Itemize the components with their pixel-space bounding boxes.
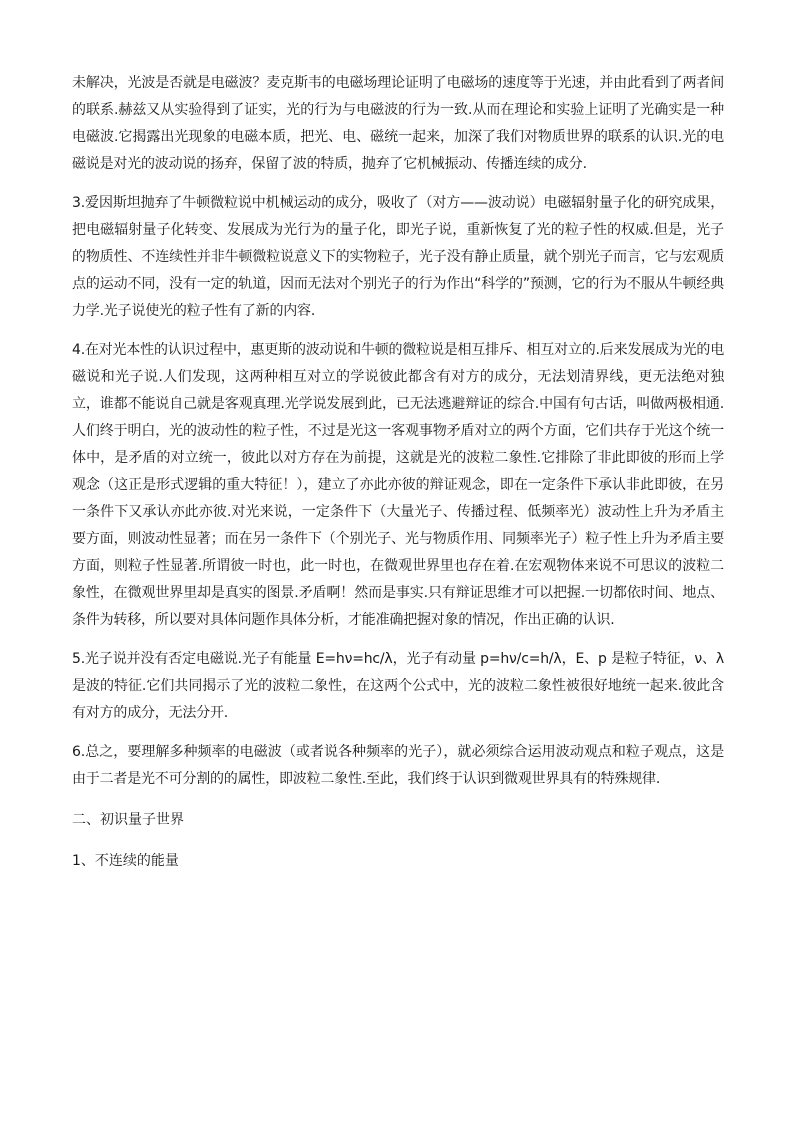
paragraph-electromagnetic-theory: 未解决，光波是否就是电磁波？麦克斯韦的电磁场理论证明了电磁场的速度等于光速，并由此看到了两者间的联系.赫兹又从实验得到了证实，光的行为与电磁波的行为一致.从而在理论和实验上证明了光确实是一种电磁波.它揭露出光现象的电磁本质，把光、电、磁统一起来，加深了我们对物质世界的联系的认识.光的电磁说是对光的波动说的扬弃，保留了波的特质，抛弃了它机械振动、传播连续的成分.	[72, 75, 724, 172]
paragraph-point-3-photon-theory: 3.爱因斯坦抛弃了牛顿微粒说中机械运动的成分，吸收了（对方——波动说）电磁辐射量子化的研究成果，把电磁辐射量子化转变、发展成为光行为的量子化，即光子说，重新恢复了光的粒子性的权威.但是，光子的物质性、不连续性并非牛顿微粒说意义下的实物粒子，光子没有静止质量，就个别光子而言，它与宏观质点的运动不同，没有一定的轨道，因而无法对个别光子的行为作出“科学的”预测，它的行为不服从牛顿经典力学.光子说使光的粒子性有了新的内容.	[72, 195, 724, 319]
paragraph-point-6-summary: 6.总之，要理解多种频率的电磁波（或者说各种频率的光子），就必须综合运用波动观点和粒子观点，这是由于二者是光不可分割的的属性，即波粒二象性.至此，我们终于认识到微观世界具有的特殊规律.	[72, 744, 724, 787]
paragraph-point-4-wave-particle-duality: 4.在对光本性的认识过程中，惠更斯的波动说和牛顿的微粒说是相互排斥、相互对立的.后来发展成为光的电磁说和光子说.人们发现，这两种相互对立的学说彼此都含有对方的成分，无法划清界线，更无法绝对独立，谁都不能说自己就是客观真理.光学说发展到此，已无法逃避辩证的综合.中国有句古话，叫做两极相通.人们终于明白，光的波动性的粒子性，不过是光这一客观事物矛盾对立的两个方面，它们共存于光这个统一体中，是矛盾的对立统一，彼此以对方存在为前提，这就是光的波粒二象性.它排除了非此即彼的形而上学观念（这正是形式逻辑的重大特征！），建立了亦此亦彼的辩证观念，即在一定条件下承认非此即彼，在另一条件下又承认亦此亦彼.对光来说，一定条件下（大量光子、传播过程、低频率光）波动性上升为矛盾主要方面，则波动性显著；而在另一条件下（个别光子、光与物质作用、同频率光子）粒子性上升为矛盾主要方面，则粒子性显著.所谓彼一时也，此一时也，在微观世界里也存在着.在宏观物体来说不可思议的波粒二象性，在微观世界里却是真实的图景.矛盾啊！然而是事实.只有辩证思维才可以把握.一切都依时间、地点、条件为转移，所以要对具体问题作具体分析，才能准确把握对象的情况，作出正确的认识.	[72, 342, 725, 628]
section-heading-quantum-world: 二、初识量子世界	[72, 812, 184, 828]
document-page	[72, 70, 724, 875]
paragraph-point-5-photon-energy-momentum: 5.光子说并没有否定电磁说.光子有能量 E=hν=hc/λ，光子有动量 p=hν/c=h/λ，E、p 是粒子特征，ν、λ 是波的特征.它们共同揭示了光的波粒二象性，在这两个公式中，光的波粒二象性被很好地统一起来.彼此含有对方的成分，无法分开.	[72, 651, 724, 721]
subsection-heading-discontinuous-energy: 1、不连续的能量	[72, 853, 179, 869]
